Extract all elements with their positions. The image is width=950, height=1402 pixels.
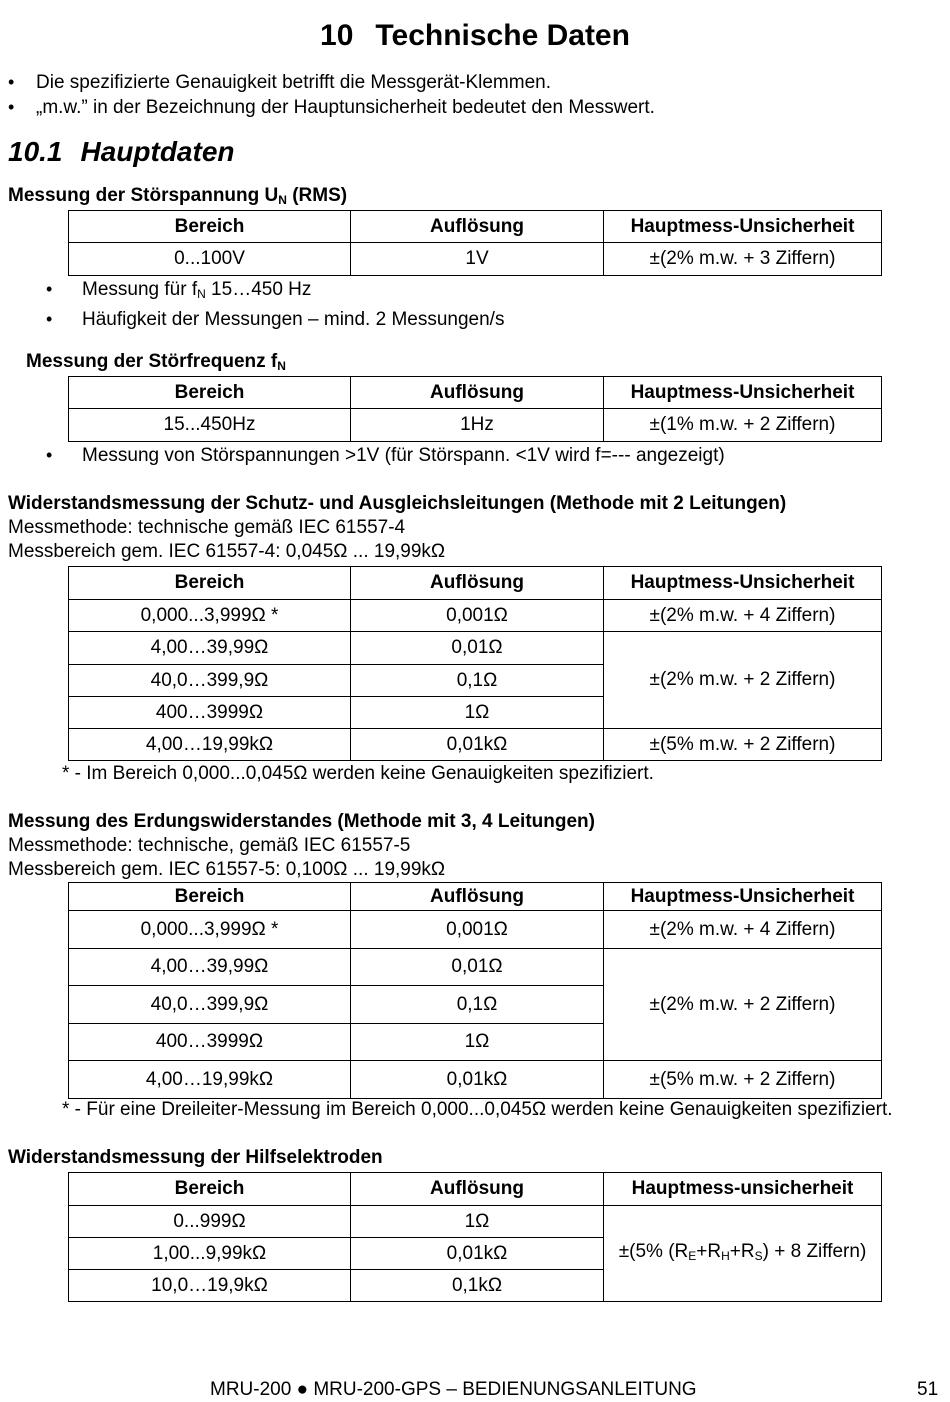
intro-bullet: • „m.w.” in der Bezeichnung der Hauptunsicherheit bedeutet den Messwert. [0, 95, 655, 120]
section-title: Hauptdaten [80, 136, 235, 167]
noise-frequency-bullets [0, 443, 725, 468]
auxiliary-electrodes-title: Widerstandsmessung der Hilfselektroden [8, 1147, 383, 1168]
column-header-resolution: Auflösung [351, 567, 604, 600]
range-cell: 1,00...9,99kΩ [69, 1238, 351, 1270]
column-header-resolution: Auflösung [351, 211, 604, 243]
column-header-resolution: Auflösung [351, 377, 604, 409]
noise-voltage-table [68, 210, 882, 276]
resolution-cell: 1Hz [351, 409, 604, 442]
resolution-cell: 1V [351, 243, 604, 276]
resolution-cell: 0,01kΩ [351, 729, 604, 761]
bullet-item: • Messung von Störspannungen >1V (für Störspann. <1V wird f=--- angezeigt) [0, 443, 725, 468]
measurement-range: Messbereich gem. IEC 61557-5: 0,100Ω ... 19,99kΩ [8, 859, 446, 880]
range-cell: 400…3999Ω [69, 1024, 351, 1061]
column-header-range: Bereich [69, 567, 351, 600]
page-number: 51 [917, 1379, 939, 1400]
table-row [69, 409, 882, 442]
resolution-cell: 1Ω [351, 1024, 604, 1061]
table-header-row [69, 567, 882, 600]
resolution-cell: 0,1Ω [351, 986, 604, 1024]
chapter-title: Technische Daten [375, 19, 630, 52]
range-cell: 0...999Ω [69, 1206, 351, 1238]
measurement-method: Messmethode: technische gemäß IEC 61557-4 [8, 517, 406, 538]
column-header-resolution: Auflösung [351, 1173, 604, 1206]
footnote: * - Im Bereich 0,000...0,045Ω werden keine Genauigkeiten spezifiziert. [62, 763, 654, 784]
column-header-uncertainty: Hauptmess-Unsicherheit [604, 211, 882, 243]
earth-resistance-title: Messung des Erdungswiderstandes (Methode mit 3, 4 Leitungen) [8, 811, 595, 832]
table-header-row [69, 377, 882, 409]
range-cell: 0,000...3,999Ω * [69, 600, 351, 632]
column-header-range: Bereich [69, 883, 351, 911]
table-row [69, 243, 882, 276]
bullet-item: • Messung für $f_N$ 15…450 Hz [0, 277, 504, 307]
resolution-cell: 0,1kΩ [351, 1270, 604, 1302]
table-row [69, 1061, 882, 1099]
uncertainty-cell: ±(2% m.w. + 4 Ziffern) [604, 600, 882, 632]
resolution-cell: 0,001Ω [351, 911, 604, 949]
uncertainty-cell: ±(2% m.w. + 2 Ziffern) [604, 949, 882, 1061]
table-row [69, 729, 882, 761]
intro-bullet-list [0, 70, 655, 120]
uncertainty-cell: ±(2% m.w. + 2 Ziffern) [604, 632, 882, 729]
resolution-cell: 0,001Ω [351, 600, 604, 632]
column-header-uncertainty: Hauptmess-unsicherheit [604, 1173, 882, 1206]
table-row [69, 949, 882, 986]
range-cell: 40,0…399,9Ω [69, 986, 351, 1024]
footer-title: MRU-200 ● MRU-200-GPS – BEDIENUNGSANLEITUNG [210, 1379, 697, 1400]
range-cell: 40,0…399,9Ω [69, 665, 351, 697]
auxiliary-electrodes-table [68, 1172, 882, 1302]
earth-resistance-table [68, 882, 882, 1099]
noise-frequency-table [68, 376, 882, 442]
resolution-cell: 0,01Ω [351, 949, 604, 986]
uncertainty-cell: ±(5% $(R_E+R_H+R_S) + 8$ Ziffern) [604, 1206, 882, 1302]
range-cell: 10,0…19,9kΩ [69, 1270, 351, 1302]
chapter-number: 10 [320, 19, 354, 52]
table-row [69, 911, 882, 949]
intro-bullet: • Die spezifizierte Genauigkeit betrifft die Messgerät-Klemmen. [0, 70, 655, 95]
bullet-item: • Häufigkeit der Messungen – mind. 2 Messungen/s [0, 307, 504, 332]
uncertainty-cell: ±(2% m.w. + 3 Ziffern) [604, 243, 882, 276]
resolution-cell: 0,1Ω [351, 665, 604, 697]
resolution-cell: 0,01kΩ [351, 1061, 604, 1099]
uncertainty-cell: ±(5% m.w. + 2 Ziffern) [604, 729, 882, 761]
protective-conductor-table [68, 566, 882, 761]
uncertainty-cell: ±(5% m.w. + 2 Ziffern) [604, 1061, 882, 1099]
table-header-row [69, 883, 882, 911]
column-header-uncertainty: Hauptmess-Unsicherheit [604, 377, 882, 409]
noise-voltage-bullets [0, 277, 504, 332]
range-cell: 4,00…19,99kΩ [69, 1061, 351, 1099]
column-header-resolution: Auflösung [351, 883, 604, 911]
table-header-row [69, 211, 882, 243]
table-row [69, 1206, 882, 1238]
resolution-cell: 0,01Ω [351, 632, 604, 665]
table-row [69, 632, 882, 665]
table-header-row [69, 1173, 882, 1206]
range-cell: 400…3999Ω [69, 697, 351, 729]
table-row [69, 600, 882, 632]
resolution-cell: 1Ω [351, 1206, 604, 1238]
noise-voltage-title: Messung der Störspannung $U_N$ (RMS) [8, 185, 348, 207]
resolution-cell: 1Ω [351, 697, 604, 729]
chapter-heading [0, 14, 950, 58]
protective-conductor-title: Widerstandsmessung der Schutz- und Ausgleichsleitungen (Methode mit 2 Leitungen) [8, 493, 787, 514]
section-number: 10.1 [8, 136, 63, 167]
column-header-range: Bereich [69, 1173, 351, 1206]
range-cell: 4,00…39,99Ω [69, 632, 351, 665]
section-heading [8, 134, 235, 170]
column-header-range: Bereich [69, 377, 351, 409]
column-header-uncertainty: Hauptmess-Unsicherheit [604, 567, 882, 600]
uncertainty-cell: ±(2% m.w. + 4 Ziffern) [604, 911, 882, 949]
uncertainty-cell: ±(1% m.w. + 2 Ziffern) [604, 409, 882, 442]
column-header-range: Bereich [69, 211, 351, 243]
range-cell: 4,00…19,99kΩ [69, 729, 351, 761]
column-header-uncertainty: Hauptmess-Unsicherheit [604, 883, 882, 911]
measurement-range: Messbereich gem. IEC 61557-4: 0,045Ω ... 19,99kΩ [8, 541, 446, 562]
measurement-method: Messmethode: technische, gemäß IEC 61557-5 [8, 835, 411, 856]
resolution-cell: 0,01kΩ [351, 1238, 604, 1270]
range-cell: 15...450Hz [69, 409, 351, 442]
footnote: * - Für eine Dreileiter-Messung im Bereich 0,000...0,045Ω werden keine Genauigkeiten spezifiziert. [62, 1099, 893, 1120]
noise-frequency-title: Messung der Störfrequenz $f_N$ [26, 351, 286, 373]
range-cell: 0...100V [69, 243, 351, 276]
range-cell: 4,00…39,99Ω [69, 949, 351, 986]
range-cell: 0,000...3,999Ω * [69, 911, 351, 949]
